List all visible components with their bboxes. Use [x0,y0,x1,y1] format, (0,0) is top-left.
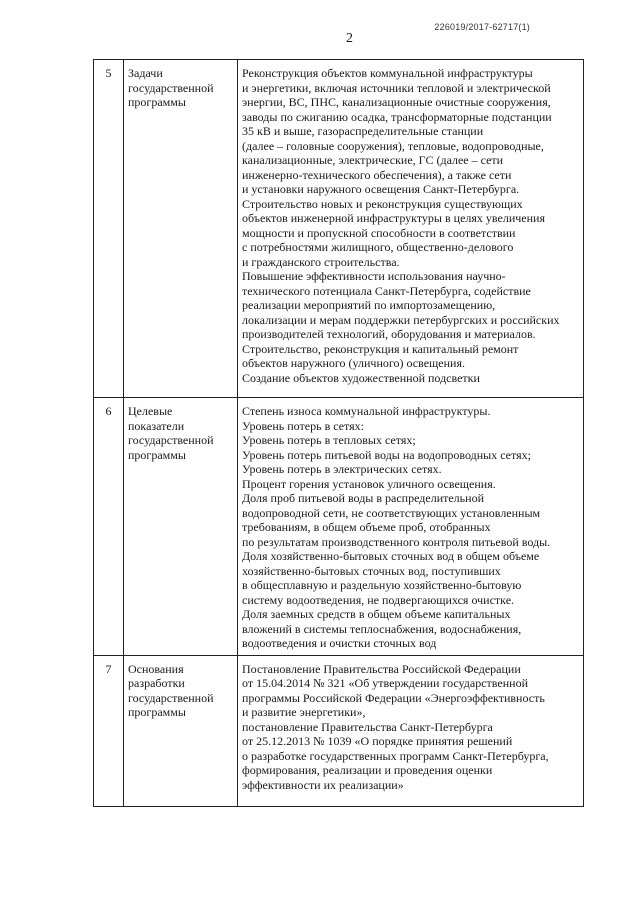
content-line: Создание объектов художественной подсветки [242,370,480,385]
content-line: водопроводной сети, не соответствующих установленным [242,505,541,520]
content-line: о разработке государственных программ Санкт-Петербурга, [242,748,549,763]
row-heading [124,60,238,398]
content-line: объектов наружного (уличного) освещения. [242,356,465,370]
content-line: Реконструкция объектов коммунальной инфраструктуры [242,66,533,80]
content-line: требованиям, в общем объеме проб, отобранных [242,520,491,534]
content-line: 35 кВ и выше, газораспределительные станции [242,124,484,138]
content-line: формирования, реализации и проведения оценки [242,763,493,777]
content-line: от 15.04.2014 № 321 «Об утверждении государственной [242,676,528,690]
content-line: энергии, ВС, ПНС, канализационные очистные сооружения, [242,95,551,109]
row-heading-line: разработки [128,676,185,690]
row-heading-line: Основания [128,661,184,676]
content-line: производителей технологий, оборудования и материалов. [242,327,536,341]
content-line: канализационные, электрические, ГС (далее – сети [242,153,504,167]
row-content [238,60,584,398]
content-line: инженерно-технического обеспечения), а также сети [242,167,512,182]
row-heading-line: показатели [128,418,185,433]
row-heading-line: программы [128,447,186,462]
row-heading-line: Целевые [128,404,173,418]
row-number: 7 [94,655,124,806]
content-line: Строительство новых и реконструкция существующих [242,196,523,211]
content-line: Уровень потерь в сетях: [242,418,364,433]
content-line: и энергетики, включая источники тепловой и электрической [242,80,551,95]
content-line: в общесплавную и раздельную хозяйственно-бытовую [242,578,522,592]
content-line: с потребностями жилищного, общественно-делового [242,240,514,254]
row-heading-line: программы [128,95,186,109]
row-heading [124,398,238,656]
content-line: Уровень потерь в тепловых сетях; [242,433,416,447]
content-line: и гражданского строительства. [242,254,400,269]
content-line: и установки наружного освещения Санкт-Петербурга. [242,182,520,196]
page-number: 2 [346,31,353,46]
content-line: Уровень потерь в электрических сетях. [242,462,442,476]
content-line: локализации и мерам поддержки петербургских и российских [242,312,560,327]
content-line: по результатам производственного контроля питьевой воды. [242,534,551,549]
program-passport-table [93,59,584,807]
content-line: и развитие энергетики», [242,705,366,719]
content-line: хозяйственно-бытовых сточных вод, поступивших [242,563,501,578]
content-line: водоотведения и очистки сточных вод [242,636,437,650]
content-line: объектов инженерной инфраструктуры в целях увеличения [242,211,545,225]
content-line: от 25.12.2013 № 1039 «О порядке принятия решений [242,734,513,748]
content-line: Доля проб питьевой воды в распределительной [242,491,484,505]
document-id-stamp: 226019/2017-62717(1) [434,22,530,32]
content-line: Процент горения установок уличного освещения. [242,476,496,491]
content-line: мощности и пропускной способности в соответствии [242,225,516,240]
content-line: Доля заемных средств в общем объеме капитальных [242,607,511,621]
row-heading-line: государственной [128,690,214,705]
row-heading-line: программы [128,705,186,719]
content-line: Строительство, реконструкция и капитальный ремонт [242,341,519,356]
content-line: вложений в системы теплоснабжения, водоснабжения, [242,621,522,636]
content-line: программы Российской Федерации «Энергоэффективность [242,690,545,705]
content-line: (далее – головные сооружения), тепловые, водопроводные, [242,138,544,153]
table-row [94,60,584,398]
content-line: реализации мероприятий по импортозамещению, [242,298,496,312]
row-heading [124,655,238,806]
content-line: Уровень потерь питьевой воды на водопроводных сетях; [242,447,531,462]
table-row [94,655,584,806]
table-row [94,398,584,656]
row-number: 6 [94,398,124,656]
content-line: заводы по сжиганию осадка, трансформаторные подстанции [242,109,552,124]
content-line: эффективности их реализации» [242,777,404,792]
content-line: систему водоотведения, не подвергающихся очистке. [242,592,515,607]
row-content [238,655,584,806]
content-line: постановление Правительства Санкт-Петербурга [242,719,493,734]
content-line: Степень износа коммунальной инфраструктуры. [242,404,491,418]
row-content [238,398,584,656]
content-line: Повышение эффективности использования научно- [242,269,506,283]
row-heading-line: Задачи [128,66,163,80]
row-number: 5 [94,60,124,398]
content-line: Доля хозяйственно-бытовых сточных вод в общем объеме [242,549,540,563]
row-heading-line: государственной [128,80,214,95]
content-line: технического потенциала Санкт-Петербурга, содействие [242,283,531,298]
row-heading-line: государственной [128,433,214,447]
content-line: Постановление Правительства Российской Федерации [242,661,521,676]
